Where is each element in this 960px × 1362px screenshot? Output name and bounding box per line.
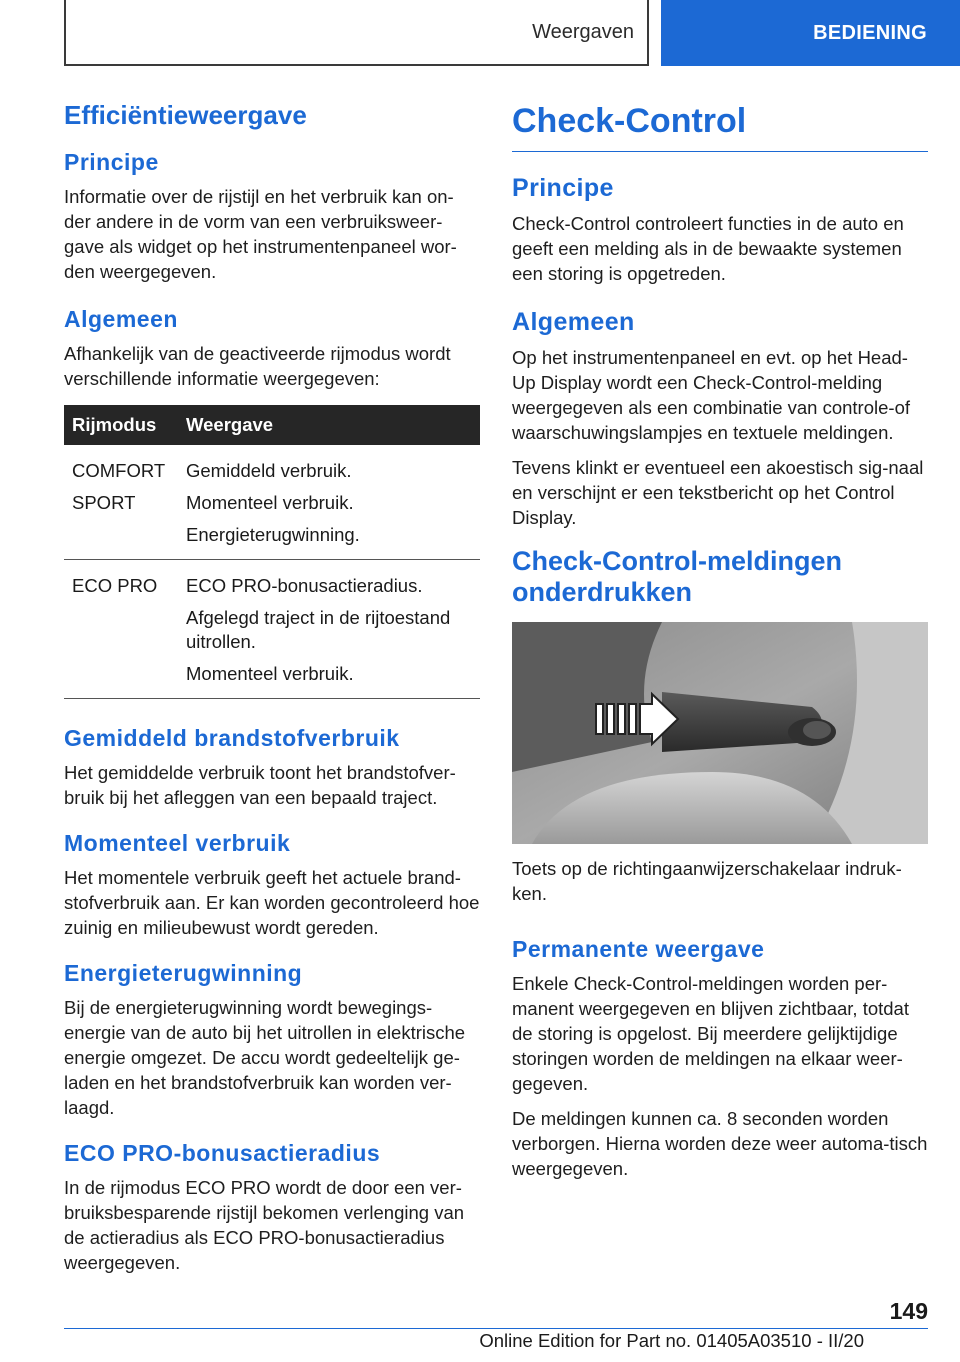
left-algemeen-text: Afhankelijk van de geactiveerde rijmodus wordt verschillende informatie weergegeven:	[64, 343, 451, 389]
footer-edition: Online Edition for Part no. 01405A03510 - II/20	[479, 1330, 864, 1351]
table-cell-display	[178, 445, 480, 560]
permanent-heading: Permanente weergave	[512, 936, 765, 962]
efficiency-title: Efficiëntieweergave	[64, 100, 307, 130]
drive-mode-table	[64, 405, 480, 699]
table-row	[64, 560, 480, 699]
page-number: 149	[889, 1298, 928, 1324]
display-item: Gemiddeld verbruik.	[186, 460, 352, 481]
left-principe-heading: Principe	[64, 149, 159, 175]
permanent-text-1: Enkele Check-Control-meldingen worden per-manent weergegeven en blijven zichtbaar, totdat de storing is opgelost. Bij meerdere gelijktijdige storingen worden de meldingen na elkaar weer-gegeven.	[512, 973, 909, 1094]
momenteel-heading: Momenteel verbruik	[64, 830, 291, 856]
left-column	[64, 100, 480, 1285]
header-chapter-label: BEDIENING	[813, 21, 927, 44]
table-cell-display	[178, 560, 480, 699]
right-principe-heading: Principe	[512, 174, 614, 202]
table-header-display: Weergave	[178, 405, 480, 445]
onderdrukken-heading: Check-Control-meldingen onderdrukken	[512, 546, 843, 607]
mode-sport: SPORT	[72, 492, 136, 513]
right-algemeen-text-2: Tevens klinkt er eventueel een akoestisch sig-naal en verschijnt er een tekstbericht op het Control Display.	[512, 457, 924, 528]
header-chapter-tab[interactable]	[661, 0, 960, 66]
gemiddeld-heading: Gemiddeld brandstofverbruik	[64, 725, 400, 751]
left-principe-text: Informatie over de rijstijl en het verbruik kan on-der andere in de vorm van een verbruiksweer-gave als widget op het instrumentenpaneel wor-den weergegeven.	[64, 186, 457, 282]
right-column	[512, 100, 928, 1191]
energie-heading: Energieterugwinning	[64, 960, 303, 986]
display-item: Momenteel verbruik.	[186, 492, 354, 513]
table-row	[64, 445, 480, 560]
header-section-box	[64, 0, 649, 66]
ecopro-heading: ECO PRO-bonusactieradius	[64, 1140, 381, 1166]
mode-comfort: COMFORT	[72, 460, 166, 481]
table-cell-mode	[64, 560, 178, 699]
left-algemeen-heading: Algemeen	[64, 306, 178, 332]
gemiddeld-text: Het gemiddelde verbruik toont het brandstofver-bruik bij het afleggen van een bepaald traject.	[64, 762, 456, 808]
energie-text: Bij de energieterugwinning wordt bewegings-energie van de auto bij het uitrollen in elektrische energie omgezet. De accu wordt gedeeltelijk ge-laden en het brandstofverbruik kan worden ver-laagd.	[64, 997, 466, 1118]
right-algemeen-heading: Algemeen	[512, 308, 635, 336]
turn-signal-lever-image	[512, 622, 928, 844]
display-item: Energieterugwinning.	[186, 524, 360, 545]
table-header-row	[64, 405, 480, 445]
check-control-title: Check-Control	[512, 100, 928, 152]
ecopro-text: In de rijmodus ECO PRO wordt de door een ver-bruiksbesparende rijstijl bekomen verlenging van de actieradius als ECO PRO-bonusactieradius weergegeven.	[64, 1177, 465, 1273]
display-item: ECO PRO-bonusactieradius.	[186, 575, 423, 596]
right-principe-text: Check-Control controleert functies in de auto en geeft een melding als in de bewaakte systemen een storing is opgetreden.	[512, 213, 904, 284]
mode-eco-pro: ECO PRO	[72, 575, 158, 596]
display-item: Momenteel verbruik.	[186, 663, 354, 684]
right-algemeen-text-1: Op het instrumentenpaneel en evt. op het Head-Up Display wordt een Check-Control-melding weergegeven als een combinatie van controle-of waarschuwingslampjes en textuele meldingen.	[512, 347, 910, 443]
onderdrukken-caption: Toets op de richtingaanwijzerschakelaar indruk-ken.	[512, 858, 902, 904]
momenteel-text: Het momentele verbruik geeft het actuele brand-stofverbruik aan. Er kan worden gecontroleerd hoe zuinig en milieubewust wordt gereden.	[64, 867, 480, 938]
permanent-text-2: De meldingen kunnen ca. 8 seconden worden verborgen. Hierna worden deze weer automa-tisch weergegeven.	[512, 1108, 928, 1179]
header-section-label: Weergaven	[532, 20, 634, 43]
table-cell-mode	[64, 445, 178, 560]
display-item: Afgelegd traject in de rijtoestand uitrollen.	[186, 607, 451, 652]
table-header-mode: Rijmodus	[64, 405, 178, 445]
